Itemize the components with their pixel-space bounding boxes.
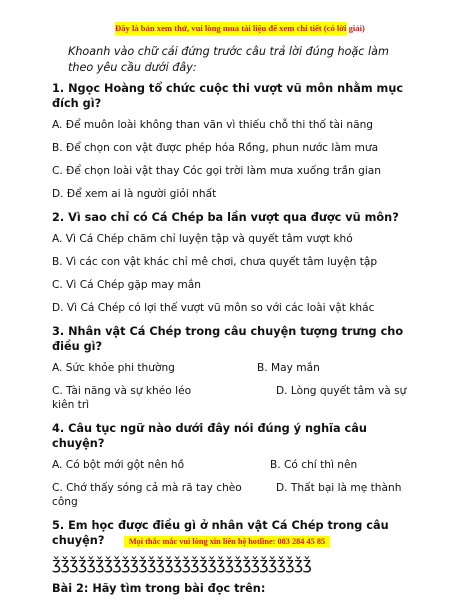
question-3-option-a: A. Sức khỏe phi thường xyxy=(52,362,175,374)
question-4-option-d-continued: công xyxy=(52,496,78,508)
question-1-option-d: D. Để xem ai là người giỏi nhất xyxy=(52,188,217,200)
hotline-footer: Mọi thắc mắc vui lòng xin liên hệ hotline: 083 284 45 85 xyxy=(124,536,330,547)
question-3-row-1 xyxy=(52,361,414,375)
preview-banner: Đây là bản xem thử, vui lòng mua tài liệu để xem chi tiết (có lời giải) xyxy=(115,23,365,33)
question-4-option-b: B. Có chí thì nên xyxy=(270,459,358,471)
question-4-row-2 xyxy=(52,481,414,495)
question-4-option-c: C. Chớ thấy sóng cả mà rã tay chèo xyxy=(52,482,242,494)
worksheet xyxy=(52,44,414,603)
question-4-option-a: A. Có bột mới gột nên hồ xyxy=(52,459,185,471)
question-2-option-c: C. Vì Cá Chép gặp may mắn xyxy=(52,279,201,291)
question-3-option-d: D. Lòng quyết tâm và sự xyxy=(276,385,407,397)
instruction: Khoanh vào chữ cái đứng trước câu trả lời đúng hoặc làm theo yêu cầu dưới đây: xyxy=(68,45,389,74)
exercise-2-heading: Bài 2: Hãy tìm trong bài đọc trên: xyxy=(52,582,266,595)
question-5: 5. Em học được điều gì ở nhân vật Cá Chép trong câu chuyện? xyxy=(52,519,389,547)
question-4-option-d: D. Thất bại là mẹ thành xyxy=(276,482,402,494)
question-2-option-b: B. Vì các con vật khác chỉ mê chơi, chưa quyết tâm luyện tập xyxy=(52,256,378,268)
question-3-option-b: B. May mắn xyxy=(257,362,320,374)
question-2-option-a: A. Vì Cá Chép chăm chỉ luyện tập và quyết tâm vượt khó xyxy=(52,233,353,245)
answer-line: ǯǯǯǯǯǯǯǯǯǯǯǯǯǯǯǯǯǯǯǯǯǯǯǯǯǯǯǯǯǯ xyxy=(52,555,312,573)
question-1-option-b: B. Để chọn con vật được phép hóa Rồng, phun nước làm mưa xyxy=(52,142,379,154)
question-2: 2. Vì sao chỉ có Cá Chép ba lần vượt qua được vũ môn? xyxy=(52,211,399,224)
question-3-option-d-continued: kiên trì xyxy=(52,399,90,411)
question-1-option-c: C. Để chọn loài vật thay Cóc gọi trời làm mưa xuống trần gian xyxy=(52,165,381,177)
question-3-option-c: C. Tài năng và sự khéo léo xyxy=(52,385,192,397)
question-3: 3. Nhân vật Cá Chép trong câu chuyện tượng trưng cho điều gì? xyxy=(52,325,404,353)
question-4: 4. Câu tục ngữ nào dưới đây nói đúng ý nghĩa câu chuyện? xyxy=(52,422,367,450)
question-1-option-a: A. Để muôn loài không than vãn vì thiếu chỗ thi thố tài năng xyxy=(52,119,374,131)
question-1: 1. Ngọc Hoàng tổ chức cuộc thi vượt vũ môn nhằm mục đích gì? xyxy=(52,82,404,110)
question-2-option-d: D. Vì Cá Chép có lợi thế vượt vũ môn so với các loài vật khác xyxy=(52,302,375,314)
question-4-row-1 xyxy=(52,458,414,472)
question-3-row-2 xyxy=(52,384,414,398)
